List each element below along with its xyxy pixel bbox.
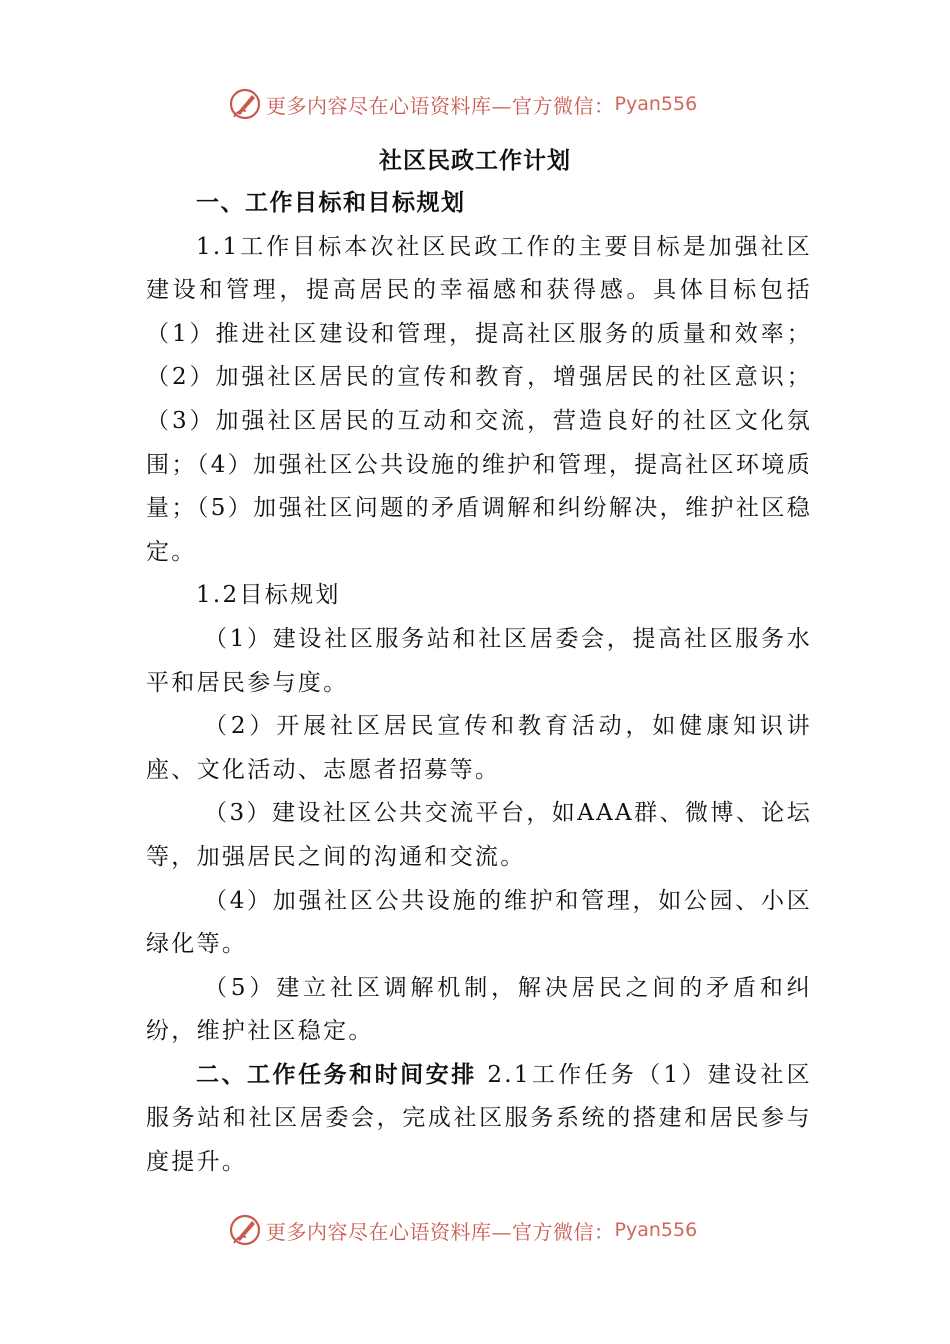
section-1-heading: 一、工作目标和目标规划 [196, 190, 466, 216]
section-2-heading: 二、工作任务和时间安排 [196, 1061, 477, 1088]
pen-logo-icon [228, 87, 262, 121]
section-2-text: 2.1工作任务（1）建设社区服务站和社区居委会，完成社区服务系统的搭建和居民参与度提升。 [146, 1061, 812, 1176]
plan-item-4: （4）加强社区公共设施的维护和管理，如公园、小区绿化等。 [146, 887, 812, 958]
watermark-id: Pyan556 [614, 1219, 698, 1241]
section-1-subheading: 1.2目标规划 [196, 582, 341, 609]
watermark-header [228, 86, 697, 122]
pen-logo-icon [228, 1213, 262, 1247]
watermark-id: Pyan556 [614, 93, 698, 115]
plan-item-3: （3）建设社区公共交流平台，如AAA群、微博、论坛等，加强居民之间的沟通和交流。 [146, 800, 812, 870]
document-body [146, 182, 812, 1185]
watermark-text: 更多内容尽在心语资料库—官方微信： [266, 93, 615, 118]
plan-item-1: （1）建设社区服务站和社区居委会，提高社区服务水平和居民参与度。 [146, 625, 812, 696]
plan-item-2: （2）开展社区居民宣传和教育活动，如健康知识讲座、文化活动、志愿者招募等。 [146, 713, 812, 783]
section-1-paragraph: 1.1工作目标本次社区民政工作的主要目标是加强社区建设和管理，提高居民的幸福感和获得感。具体目标包括（1）推进社区建设和管理，提高社区服务的质量和效率；（2）加强社区居民的宣传和教育，增强居民的社区意识；（3）加强社区居民的互动和交流，营造良好的社区文化氛围；（4）加强社区公共设施的维护和管理，提高社区环境质量；（5）加强社区问题的矛盾调解和纠纷解决，维护社区稳定。 [146, 233, 812, 565]
watermark-footer [228, 1212, 697, 1248]
section-2-paragraph [146, 1054, 812, 1185]
watermark-text: 更多内容尽在心语资料库—官方微信： [266, 1219, 615, 1244]
plan-item-5: （5）建立社区调解机制，解决居民之间的矛盾和纠纷，维护社区稳定。 [146, 974, 812, 1045]
document-title: 社区民政工作计划 [379, 148, 571, 174]
